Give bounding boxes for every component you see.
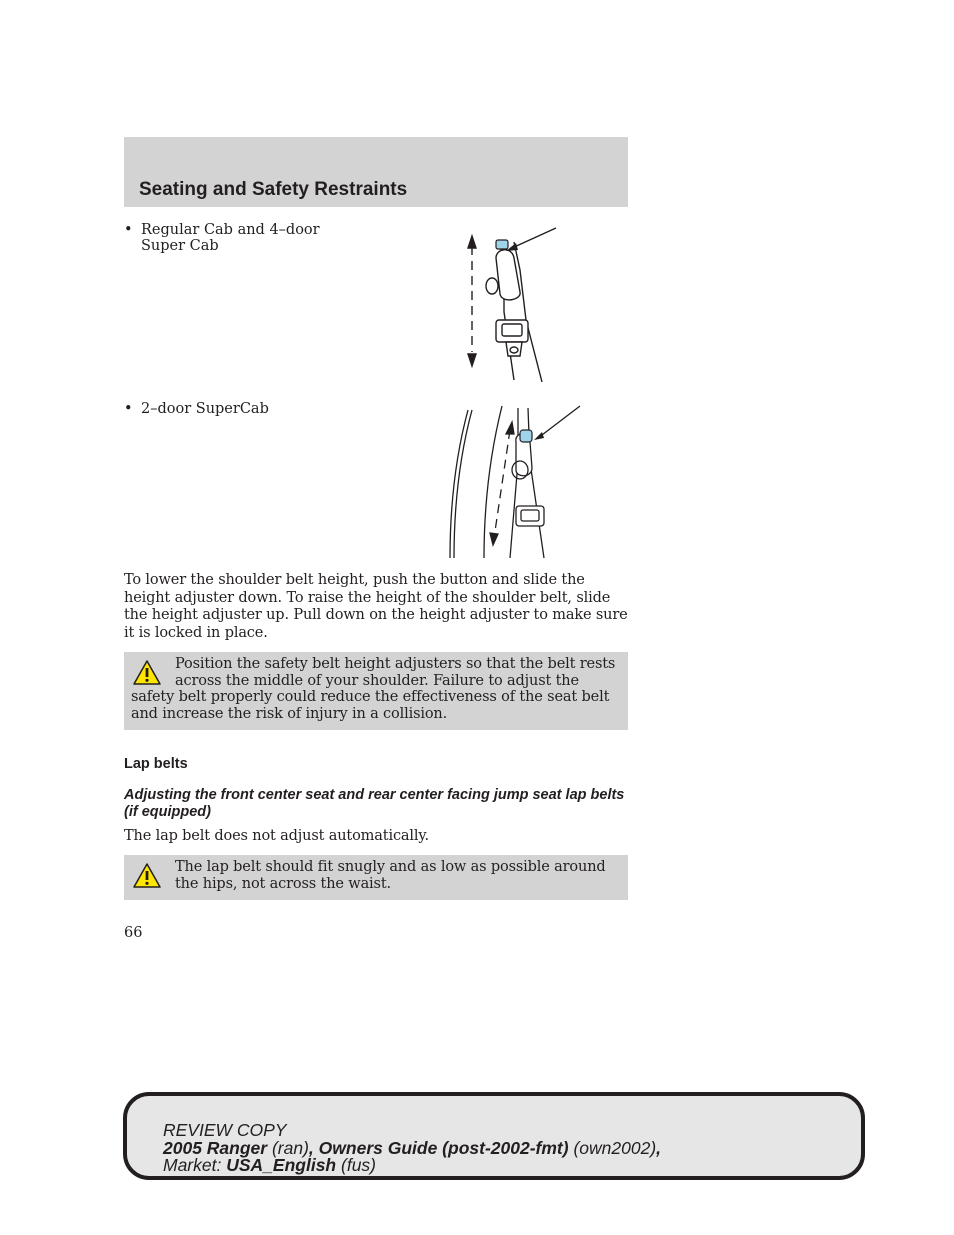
- bullet-2-door-supercab: [124, 401, 364, 417]
- section-title: Seating and Safety Restraints: [139, 179, 408, 200]
- bullet-text: Regular Cab and 4–door Super Cab: [141, 222, 320, 254]
- bullet-marker: •: [124, 222, 133, 238]
- footer-guide-code: (own2002): [573, 1137, 657, 1158]
- footer-market-code: (fus): [341, 1155, 376, 1175]
- review-copy-label: REVIEW COPY: [163, 1120, 287, 1140]
- footer-market-line: [163, 1157, 661, 1175]
- footer-market: USA_English: [226, 1155, 337, 1175]
- regular-cab-belt-adjuster-illustration: [460, 220, 570, 386]
- bullet-regular-cab: [124, 222, 364, 254]
- review-copy-footer: [123, 1092, 865, 1180]
- lap-belts-subheading: Adjusting the front center seat and rear center facing jump seat lap belts (if equipped): [124, 787, 625, 820]
- footer-separator: ,: [308, 1137, 314, 1158]
- footer-model-code: (ran): [271, 1137, 309, 1158]
- lap-belt-text: The lap belt does not adjust automatically.: [124, 828, 429, 844]
- warning-triangle-icon: [133, 862, 161, 890]
- bullet-text: 2–door SuperCab: [141, 401, 269, 417]
- footer-separator: ,: [656, 1137, 662, 1158]
- lap-belts-heading: Lap belts: [124, 756, 188, 772]
- bullet-marker: •: [124, 401, 133, 417]
- height-adjust-instructions: To lower the shoulder belt height, push the button and slide the height adjuster down. To raise the height of the shoulder belt, slide the height adjuster up. Pull down on the height adjuster to make sure it is locked in place.: [124, 572, 628, 641]
- warning-triangle-icon: [133, 659, 161, 687]
- warning-box-height-adjuster: [124, 652, 628, 730]
- warning-box-lap-belt: [124, 855, 628, 900]
- page-number: 66: [124, 925, 143, 941]
- footer-guide: Owners Guide (post-2002-fmt): [318, 1137, 569, 1158]
- warning-text: The lap belt should fit snugly and as low as possible around the hips, not across the waist.: [175, 859, 606, 892]
- two-door-supercab-belt-adjuster-illustration: [444, 402, 590, 562]
- warning-text: Position the safety belt height adjusters so that the belt rests across the middle of your shoulder. Failure to adjust the safety belt properly could reduce the effectiveness of the seat belt and increase the risk of injury in a collision.: [131, 656, 616, 722]
- footer-market-label: Market:: [163, 1155, 222, 1175]
- footer-model: 2005 Ranger: [163, 1137, 268, 1158]
- section-header-band: [124, 137, 628, 207]
